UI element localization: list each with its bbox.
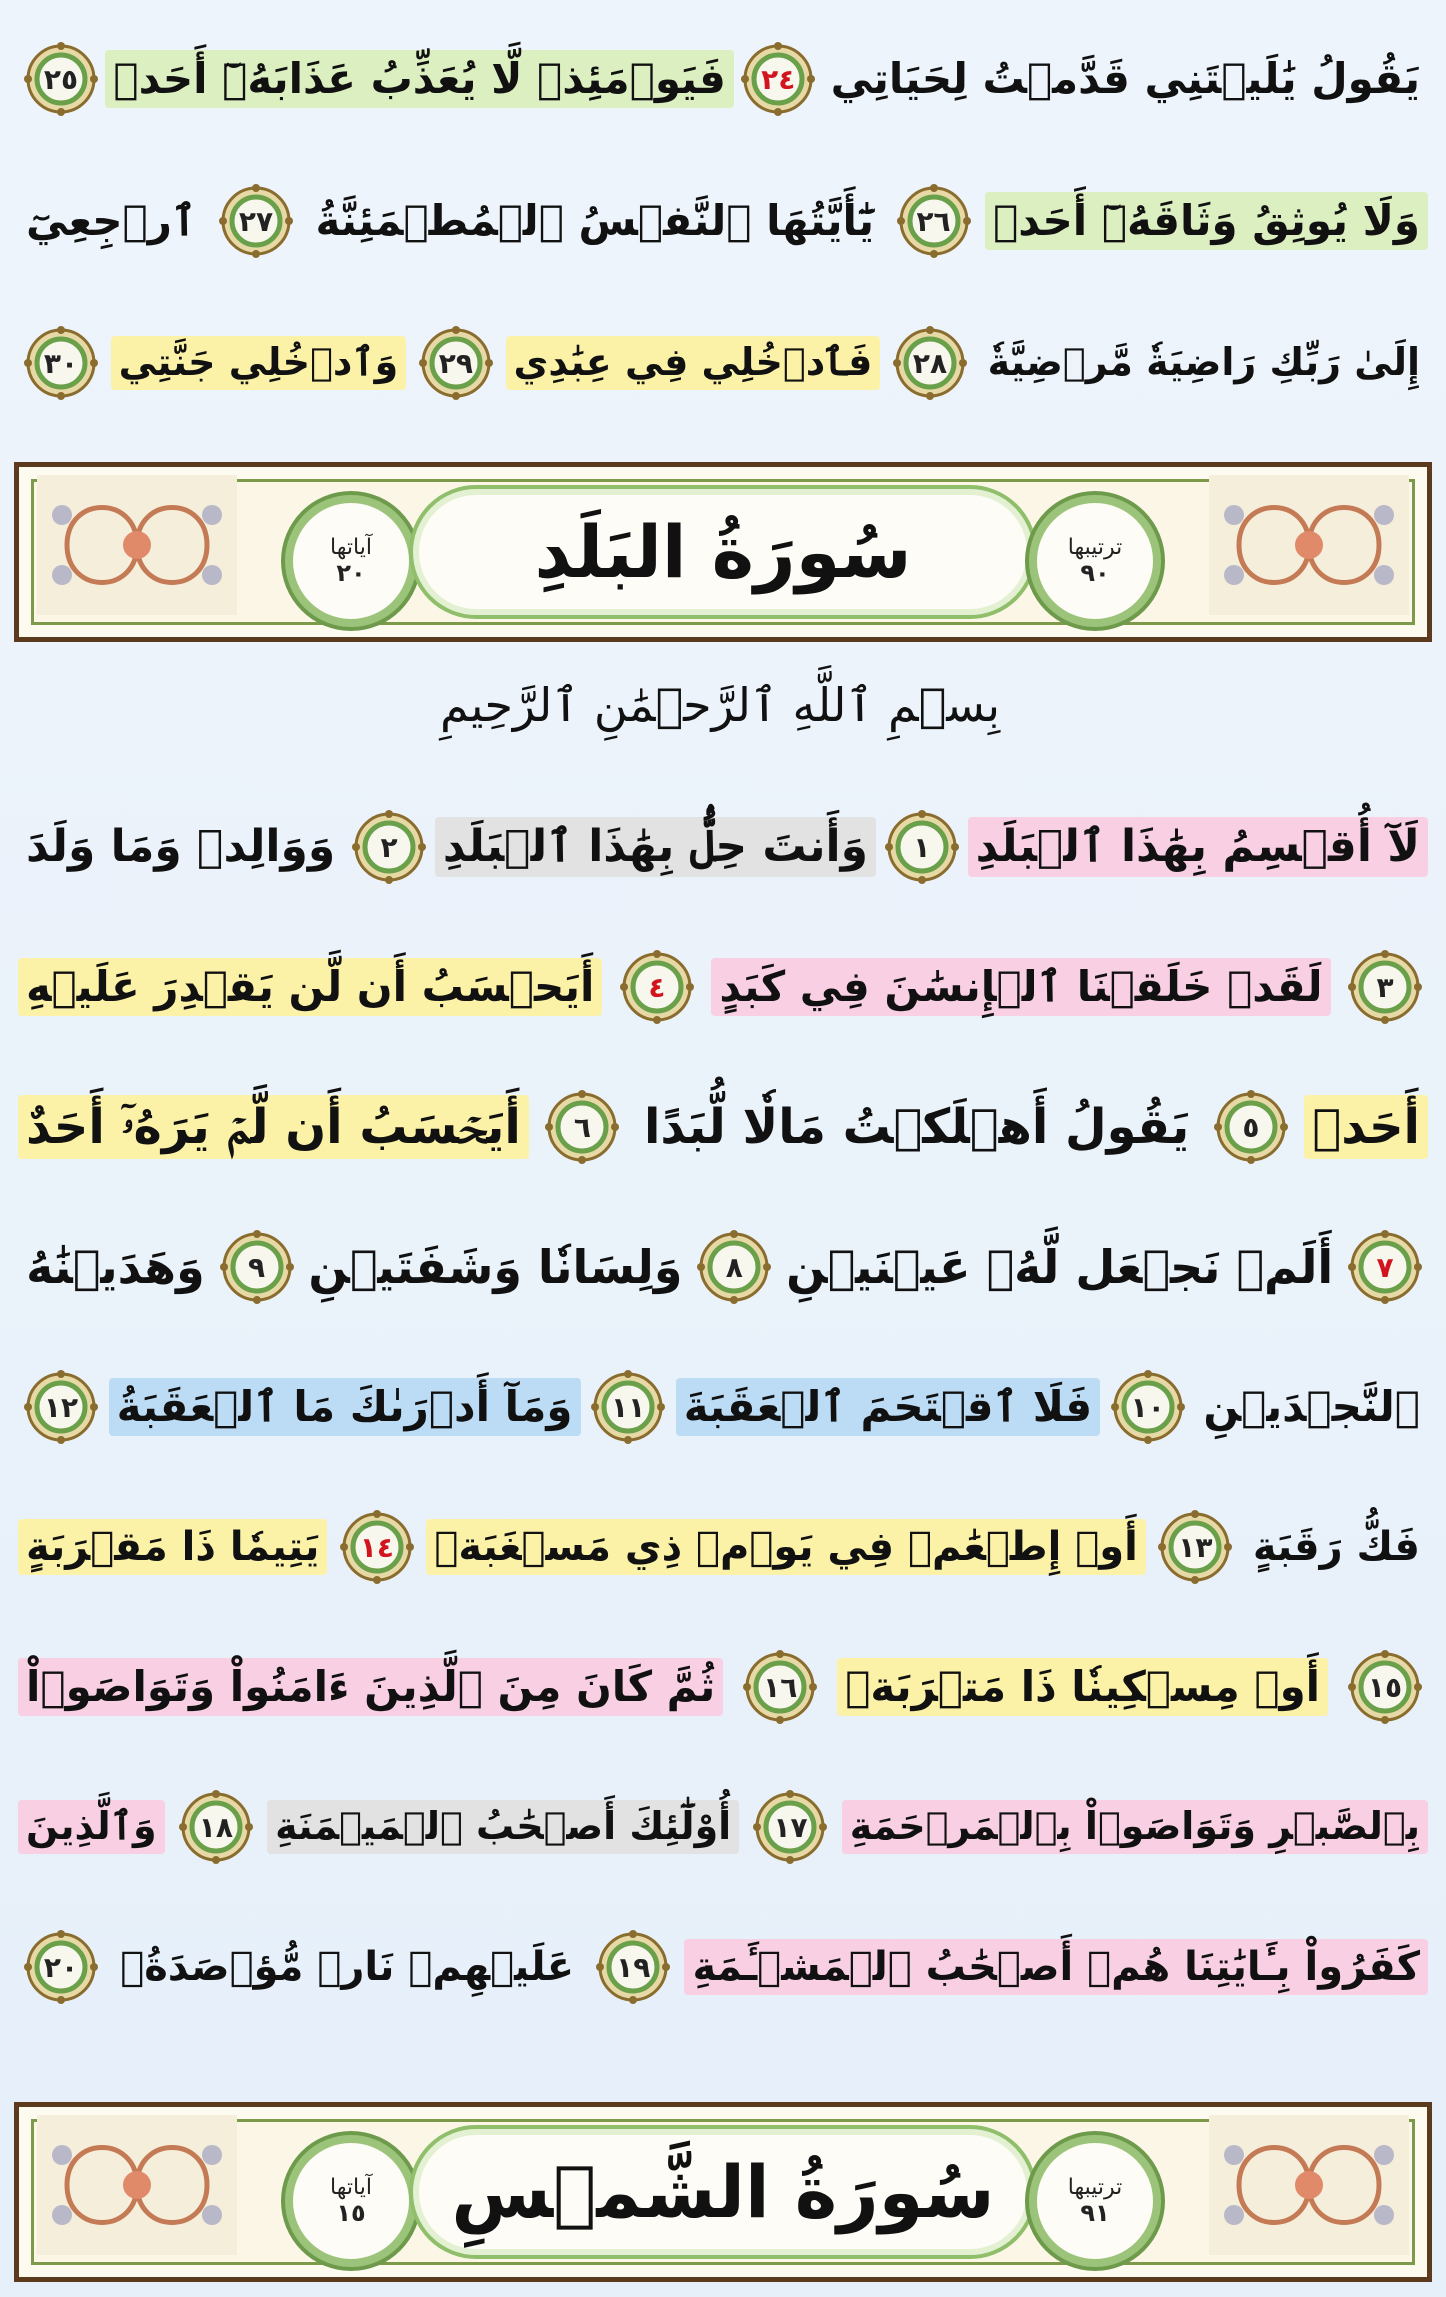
- verse-line: [18, 1478, 1428, 1616]
- verse-text-segment: بِٱلصَّبۡرِ وَتَوَاصَوۡاْ بِٱلۡمَرۡحَمَةِ: [842, 1800, 1428, 1854]
- surah-order-medallion: [1029, 495, 1161, 627]
- surah-title: سُورَةُ الشَّمۡسِ: [409, 2125, 1037, 2259]
- verse-text-segment: لَآ أُقۡسِمُ بِهَٰذَا ٱلۡبَلَدِ: [968, 817, 1428, 877]
- ayah-number: ٢: [380, 830, 398, 864]
- ayah-number-marker: [1348, 950, 1422, 1024]
- verse-line: [18, 152, 1428, 290]
- ayat-count-medallion: [285, 2135, 417, 2267]
- surah-header-balad: [14, 462, 1432, 642]
- verse-text-segment: فَلَا ٱقۡتَحَمَ ٱلۡعَقَبَةَ: [676, 1378, 1100, 1436]
- ayah-number-marker: [24, 326, 98, 400]
- ayah-number-marker: [885, 810, 959, 884]
- verse-text-segment: وَهَدَيۡنَٰهُ: [26, 1239, 205, 1294]
- ayah-number-marker: [220, 1230, 294, 1304]
- order-value: ٩١: [1080, 2198, 1110, 2227]
- floral-ornament-icon: [1209, 2115, 1409, 2255]
- ayah-number: ١٢: [43, 1390, 79, 1424]
- ayah-number: ٣: [1376, 970, 1394, 1004]
- ayah-number-marker: [591, 1370, 665, 1444]
- ayah-number-marker: [893, 326, 967, 400]
- ayah-number-marker: [741, 42, 815, 116]
- ayah-number: ٢٤: [761, 62, 796, 96]
- verse-line: [18, 1058, 1428, 1196]
- ayah-number-marker: [24, 1930, 98, 2004]
- verse-text-segment: فَٱدۡخُلِي فِي عِبَٰدِي: [506, 336, 881, 390]
- ayah-number: ١١: [611, 1390, 646, 1424]
- ayah-number-marker: [352, 810, 426, 884]
- ayah-number-marker: [24, 42, 98, 116]
- verse-line: [18, 778, 1428, 916]
- ayah-number: ١٦: [763, 1670, 798, 1704]
- ayah-number: ٦: [573, 1110, 591, 1144]
- verse-text-segment: عَلَيۡهِمۡ نَارٞ مُّؤۡصَدَةُۢ: [120, 1944, 575, 1990]
- verse-text-segment: فَيَوۡمَئِذٖ لَّا يُعَذِّبُ عَذَابَهُۥٓ أَحَدٞ: [105, 50, 733, 108]
- ayah-number: ١٠: [1130, 1390, 1165, 1424]
- ayah-number-marker: [620, 950, 694, 1024]
- verse-line: [18, 294, 1428, 432]
- verse-line: [18, 1618, 1428, 1756]
- verse-text-segment: وَٱلَّذِينَ: [18, 1800, 165, 1854]
- ayah-number: ٥: [1242, 1110, 1260, 1144]
- verse-text-segment: لَقَدۡ خَلَقۡنَا ٱلۡإِنسَٰنَ فِي كَبَدٍ: [711, 958, 1330, 1016]
- surah-header-shams: [14, 2102, 1432, 2282]
- verse-text-segment: وَلَا يُوثِقُ وَثَاقَهُۥٓ أَحَدٞ: [985, 192, 1428, 250]
- ayah-number: ١٩: [616, 1950, 651, 1984]
- surah-title: سُورَةُ البَلَدِ: [409, 485, 1037, 619]
- ayat-label: آياتها: [330, 2174, 372, 2200]
- order-label: ترتيبها: [1067, 2174, 1123, 2200]
- verse-text-segment: ثُمَّ كَانَ مِنَ ٱلَّذِينَ ءَامَنُواْ وَتَوَاصَوۡاْ: [18, 1658, 723, 1716]
- ayah-number-marker: [1214, 1090, 1288, 1164]
- ayah-number: ٢٨: [912, 346, 948, 380]
- order-value: ٩٠: [1080, 558, 1110, 587]
- verse-text-segment: إِلَىٰ رَبِّكِ رَاضِيَةٗ مَّرۡضِيَّةٗ: [987, 340, 1420, 385]
- verse-text-segment: يَقُولُ يَٰلَيۡتَنِي قَدَّمۡتُ لِحَيَاتِي: [830, 53, 1420, 103]
- verse-text-segment: أَوۡ إِطۡعَٰمٞ فِي يَوۡمٖ ذِي مَسۡغَبَةٖ: [426, 1519, 1145, 1575]
- verse-text-segment: يَٰٓأَيَّتُهَا ٱلنَّفۡسُ ٱلۡمُطۡمَئِنَّةُ: [315, 195, 875, 245]
- verse-text-segment: يَتِيمٗا ذَا مَقۡرَبَةٍ: [18, 1519, 327, 1575]
- verse-text-segment: أَيَحۡسَبُ أَن لَّن يَقۡدِرَ عَلَيۡهِ: [18, 958, 602, 1016]
- ayah-number: ٧: [1376, 1250, 1394, 1284]
- verse-line: [18, 1898, 1428, 2036]
- ayah-number-marker: [1158, 1510, 1232, 1584]
- ayat-value: ١٥: [336, 2198, 366, 2227]
- ayah-number: ٢٠: [43, 1950, 79, 1984]
- ayat-value: ٢٠: [336, 558, 366, 587]
- ayah-number: ٣٠: [43, 346, 79, 380]
- ayah-number: ٢٥: [43, 62, 79, 96]
- verse-text-segment: وَأَنتَ حِلُّۢ بِهَٰذَا ٱلۡبَلَدِ: [435, 817, 876, 877]
- floral-ornament-icon: [37, 2115, 237, 2255]
- verse-text-segment: وَوَالِدٖ وَمَا وَلَدَ: [26, 820, 336, 872]
- ayah-number-marker: [1111, 1370, 1185, 1444]
- floral-ornament-icon: [37, 475, 237, 615]
- ayah-number-marker: [340, 1510, 414, 1584]
- ayah-number: ١٥: [1367, 1670, 1403, 1704]
- surah-order-medallion: [1029, 2135, 1161, 2267]
- verse-text-segment: وَلِسَانٗا وَشَفَتَيۡنِ: [308, 1239, 683, 1294]
- ayah-number-marker: [753, 1790, 827, 1864]
- ayah-number-marker: [179, 1790, 253, 1864]
- ayat-label: آياتها: [330, 534, 372, 560]
- ayah-number: ١: [913, 830, 931, 864]
- ayah-number: ٤: [648, 970, 666, 1004]
- ayah-number: ٢٦: [916, 204, 951, 238]
- verse-line: [18, 1758, 1428, 1896]
- verse-text-segment: وَمَآ أَدۡرَىٰكَ مَا ٱلۡعَقَبَةُ: [109, 1378, 581, 1436]
- ayah-number-marker: [1348, 1230, 1422, 1304]
- ayah-number: ١٨: [198, 1810, 233, 1844]
- ayah-number-marker: [1348, 1650, 1422, 1724]
- ayah-number-marker: [24, 1370, 98, 1444]
- ayah-number-marker: [743, 1650, 817, 1724]
- verse-text-segment: ٱلنَّجۡدَيۡنِ: [1203, 1381, 1420, 1431]
- verse-text-segment: أَوۡ مِسۡكِينٗا ذَا مَتۡرَبَةٖ: [837, 1658, 1328, 1716]
- verse-text-segment: يَقُولُ أَهۡلَكۡتُ مَالٗا لُّبَدًا: [643, 1098, 1190, 1155]
- verse-text-segment: أَحَدٞ: [1304, 1095, 1428, 1160]
- ayah-number-marker: [219, 184, 293, 258]
- verse-text-segment: أَيَحۡسَبُ أَن لَّمۡ يَرَهُۥٓ أَحَدٌ: [18, 1095, 529, 1160]
- ayah-number: ٩: [248, 1250, 266, 1284]
- verse-line: [18, 1198, 1428, 1336]
- ayah-number: ٨: [725, 1250, 743, 1284]
- order-label: ترتيبها: [1067, 534, 1123, 560]
- basmala: بِسۡمِ ٱللَّهِ ٱلرَّحۡمَٰنِ ٱلرَّحِيمِ: [439, 678, 1001, 732]
- verse-text-segment: أُوْلَٰٓئِكَ أَصۡحَٰبُ ٱلۡمَيۡمَنَةِ: [267, 1800, 739, 1854]
- ayah-number-marker: [697, 1230, 771, 1304]
- verse-line: [18, 918, 1428, 1056]
- verse-text-segment: كَفَرُواْ بِـَٔايَٰتِنَا هُمۡ أَصۡحَٰبُ ٱلۡمَشۡـَٔمَةِ: [684, 1939, 1428, 1995]
- verse-text-segment: وَٱدۡخُلِي جَنَّتِي: [111, 336, 407, 390]
- verse-line: [18, 1338, 1428, 1476]
- ayah-number: ١٧: [773, 1810, 808, 1844]
- verse-line: [18, 10, 1428, 148]
- ayah-number: ٢٩: [438, 346, 473, 380]
- ayah-number: ١٣: [1178, 1530, 1213, 1564]
- ayah-number-marker: [897, 184, 971, 258]
- verse-text-segment: فَكُّ رَقَبَةٍ: [1252, 1524, 1420, 1570]
- ayah-number-marker: [596, 1930, 670, 2004]
- floral-ornament-icon: [1209, 475, 1409, 615]
- ayah-number-marker: [419, 326, 493, 400]
- verse-text-segment: ٱرۡجِعِيٓ: [26, 195, 197, 245]
- ayah-number-marker: [545, 1090, 619, 1164]
- ayat-count-medallion: [285, 495, 417, 627]
- verse-text-segment: أَلَمۡ نَجۡعَل لَّهُۥ عَيۡنَيۡنِ: [786, 1239, 1334, 1294]
- ayah-number: ١٤: [359, 1530, 394, 1564]
- ayah-number: ٢٧: [238, 204, 274, 238]
